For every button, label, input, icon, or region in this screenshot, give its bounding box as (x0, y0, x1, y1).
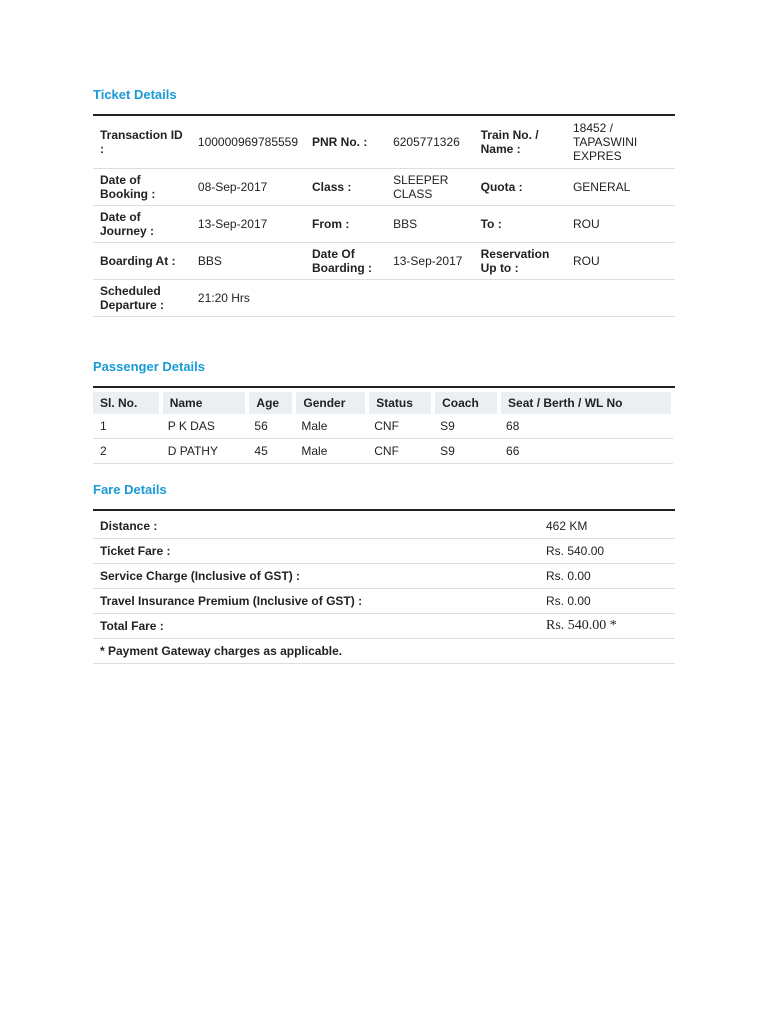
col-coach: Coach (433, 392, 499, 414)
service-charge-label: Service Charge (Inclusive of GST) : (93, 564, 539, 589)
cell-seat: 66 (499, 439, 673, 464)
cell-status: CNF (367, 439, 433, 464)
service-charge-value: Rs. 0.00 (539, 564, 675, 589)
quota-value: GENERAL (566, 168, 675, 205)
fare-row (93, 589, 675, 614)
passenger-table (93, 392, 675, 464)
col-seat: Seat / Berth / WL No (499, 392, 673, 414)
payment-gateway-note: * Payment Gateway charges as applicable. (93, 639, 675, 664)
cell-coach: S9 (433, 439, 499, 464)
class-value: SLEEPER CLASS (386, 168, 474, 205)
boarding-at-value: BBS (191, 242, 305, 279)
fare-row (93, 614, 675, 639)
to-label: To : (474, 205, 566, 242)
cell-name: D PATHY (161, 439, 248, 464)
cell-gender: Male (294, 439, 367, 464)
fare-table (93, 514, 675, 664)
cell-seat: 68 (499, 414, 673, 439)
total-fare-value: Rs. 540.00 * (539, 614, 675, 639)
from-value: BBS (386, 205, 474, 242)
boarding-date-label: Date Of Boarding : (305, 242, 386, 279)
scheduled-departure-label: Scheduled Departure : (93, 279, 191, 316)
ticket-row (93, 205, 675, 242)
cell-age: 45 (247, 439, 294, 464)
total-fare-label: Total Fare : (93, 614, 539, 639)
passenger-header-row (93, 392, 673, 414)
pnr-label: PNR No. : (305, 116, 386, 168)
cell-status: CNF (367, 414, 433, 439)
cell-coach: S9 (433, 414, 499, 439)
train-label: Train No. / Name : (474, 116, 566, 168)
insurance-value: Rs. 0.00 (539, 589, 675, 614)
ticket-details-title: Ticket Details (93, 87, 177, 102)
ticket-row (93, 116, 675, 168)
table-row (93, 439, 673, 464)
transaction-id-label: Transaction ID : (93, 116, 191, 168)
fare-note-row (93, 639, 675, 664)
insurance-label: Travel Insurance Premium (Inclusive of GST) : (93, 589, 539, 614)
booking-date-label: Date of Booking : (93, 168, 191, 205)
class-label: Class : (305, 168, 386, 205)
to-value: ROU (566, 205, 675, 242)
ticket-details-table (93, 116, 675, 317)
cell-name: P K DAS (161, 414, 248, 439)
reservation-upto-label: Reservation Up to : (474, 242, 566, 279)
cell-sl-no: 1 (93, 414, 161, 439)
train-value: 18452 / TAPASWINI EXPRES (566, 116, 675, 168)
from-label: From : (305, 205, 386, 242)
scheduled-departure-value: 21:20 Hrs (191, 279, 305, 316)
cell-sl-no: 2 (93, 439, 161, 464)
fare-row (93, 564, 675, 589)
fare-row (93, 539, 675, 564)
quota-label: Quota : (474, 168, 566, 205)
passenger-details-title: Passenger Details (93, 359, 206, 374)
fare-row (93, 514, 675, 539)
col-gender: Gender (294, 392, 367, 414)
passenger-details-rule (93, 386, 675, 388)
boarding-at-label: Boarding At : (93, 242, 191, 279)
col-status: Status (367, 392, 433, 414)
ticket-row (93, 242, 675, 279)
fare-details-rule (93, 509, 675, 511)
cell-gender: Male (294, 414, 367, 439)
pnr-value: 6205771326 (386, 116, 474, 168)
cell-age: 56 (247, 414, 294, 439)
booking-date-value: 08-Sep-2017 (191, 168, 305, 205)
distance-label: Distance : (93, 514, 539, 539)
boarding-date-value: 13-Sep-2017 (386, 242, 474, 279)
journey-date-value: 13-Sep-2017 (191, 205, 305, 242)
transaction-id-value: 100000969785559 (191, 116, 305, 168)
table-row (93, 414, 673, 439)
ticket-row (93, 279, 675, 316)
ticket-fare-label: Ticket Fare : (93, 539, 539, 564)
col-sl-no: Sl. No. (93, 392, 161, 414)
col-age: Age (247, 392, 294, 414)
ticket-row (93, 168, 675, 205)
distance-value: 462 KM (539, 514, 675, 539)
fare-details-title: Fare Details (93, 482, 167, 497)
ticket-fare-value: Rs. 540.00 (539, 539, 675, 564)
col-name: Name (161, 392, 248, 414)
journey-date-label: Date of Journey : (93, 205, 191, 242)
reservation-upto-value: ROU (566, 242, 675, 279)
